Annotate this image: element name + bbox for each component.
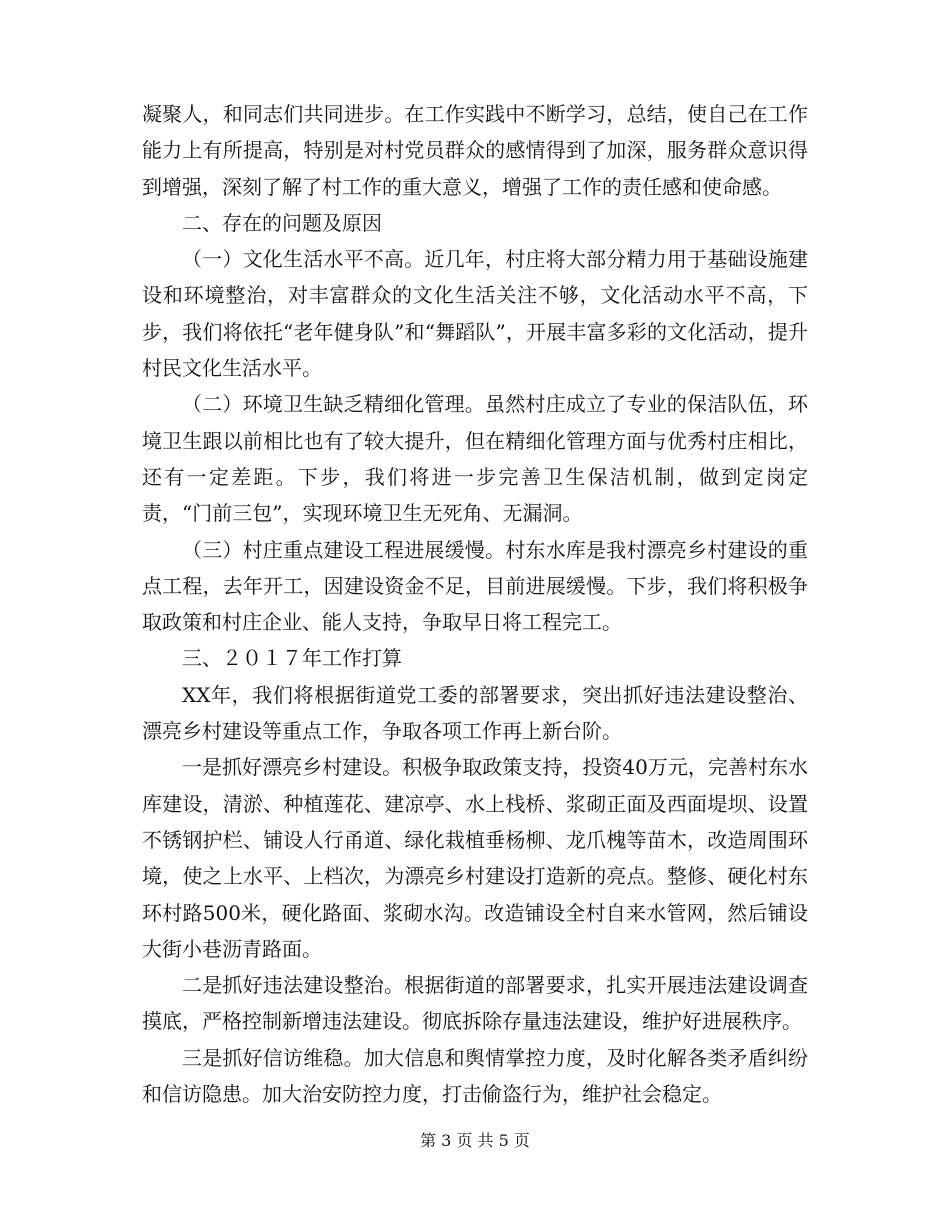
paragraph-plan-2: 二是抓好违法建设整治。根据街道的部署要求，扎实开展违法建设调查摸底，严格控制新增违法建设。彻底拆除存量违法建设，维护好进展秩序。 <box>142 973 808 1034</box>
paragraph-problem-2: （二）环境卫生缺乏精细化管理。虽然村庄成立了专业的保洁队伍，环境卫生跟以前相比也有了较大提升，但在精细化管理方面与优秀村庄相比，还有一定差距。下步，我们将进一步完善卫生保洁机制，做到定岗定责，“门前三包”，实现环境卫生无死角、无漏洞。 <box>142 392 808 526</box>
paragraph-continuation: 凝聚人，和同志们共同进步。在工作实践中不断学习，总结，使自己在工作能力上有所提高，特别是对村党员群众的感情得到了加深，服务群众意识得到增强，深刻了解了村工作的重大意义，增强了工作的责任感和使命感。 <box>142 102 808 199</box>
paragraph-problem-3: （三）村庄重点建设工程进展缓慢。村东水库是我村漂亮乡村建设的重点工程，去年开工，因建设资金不足，目前进展缓慢。下步，我们将积极争取政策和村庄企业、能人支持，争取早日将工程完工。 <box>142 537 808 635</box>
paragraph-plan-intro: XX年，我们将根据街道党工委的部署要求，突出抓好违法建设整治、漂亮乡村建设等重点工作，争取各项工作再上新台阶。 <box>142 682 808 744</box>
document-body <box>142 96 808 1112</box>
paragraph-plan-1: 一是抓好漂亮乡村建设。积极争取政策支持，投资40万元，完善村东水库建设，清淤、种植莲花、建凉亭、水上栈桥、浆砌正面及西面堤坝、设置不锈钢护栏、铺设人行甬道、绿化栽植垂杨柳、龙爪槐等苗木，改造周围环境，使之上水平、上档次，为漂亮乡村建设打造新的亮点。整修、硬化村东环村路500米，硬化路面、浆砌水沟。改造铺设全村自来水管网，然后铺设大街小巷沥青路面。 <box>142 755 808 961</box>
paragraph-problem-1: （一）文化生活水平不高。近几年，村庄将大部分精力用于基础设施建设和环境整治，对丰富群众的文化生活关注不够，文化活动水平不高，下步，我们将依托“老年健身队”和“舞蹈队”，开展丰富多彩的文化活动，提升村民文化生活水平。 <box>142 247 808 381</box>
section-heading-plan: 三、２０１７年工作打算 <box>182 646 402 671</box>
section-heading-problems: 二、存在的问题及原因 <box>182 210 382 235</box>
page-number-footer: 第 3 页 共 5 页 <box>420 1131 530 1150</box>
paragraph-plan-3: 三是抓好信访维稳。加大信息和舆情掌控力度，及时化解各类矛盾纠纷和信访隐患。加大治安防控力度，打击偷盗行为，维护社会稳定。 <box>142 1045 808 1107</box>
